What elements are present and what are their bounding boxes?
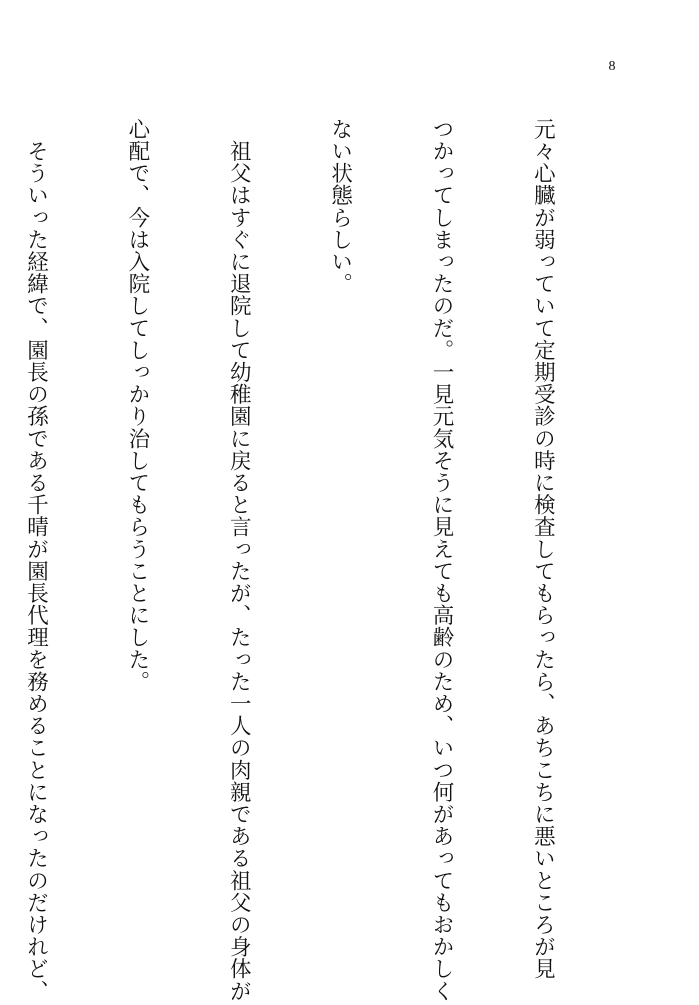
text-line: そういった経緯で、園長の孫である千晴が園長代理を務めることになったのだけれど、 [23,118,49,1002]
text-line: ない状態らしい。 [327,118,353,295]
vertical-text-body [0,118,627,1002]
text-line: 祖父はすぐに退院して幼稚園に戻ると言ったが、たった一人の肉親である祖父の身体が [226,118,252,1002]
text-line: 心配で、今は入院してしっかり治してもらうことにした。 [124,118,150,693]
text-line: つかってしまったのだ。一見元気そうに見えても高齢のため、いつ何があってもおかしく [429,118,455,1002]
page-number: 8 [608,59,616,74]
text-line: 元々心臓が弱っていて定期受診の時に検査してもらったら、あちこちに悪いところが見 [530,118,556,980]
